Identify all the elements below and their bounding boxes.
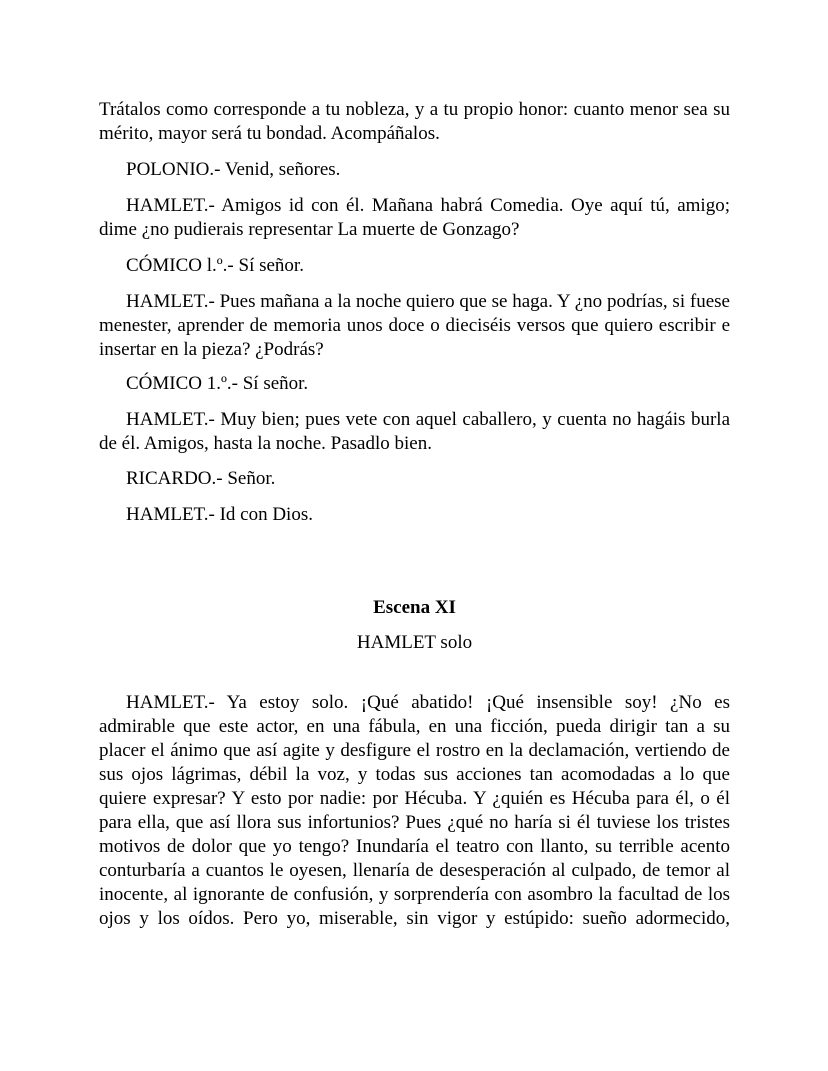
scene-title: Escena XI bbox=[373, 597, 456, 618]
monologue-paragraph: HAMLET.- Ya estoy solo. ¡Qué abatido! ¡Qué insensible soy! ¿No es admirable que este actor, en una fábula, en una ficción, pueda dirigir tan a su placer el ánimo que así agite y desfigure el rostro en la declamación, vertiendo de sus ojos lágrimas, débil la voz, y todas sus acciones tan acomodadas a lo que quiere expresar? Y esto por nadie: por Hécuba. Y ¿quién es Hécuba para él, o él para ella, que así llora sus infortunios? Pues ¿qué no haría si él tuviese los tristes motivos de dolor que yo tengo? Inundaría el teatro con llanto, su terrible acento conturbaría a cuantos le oyesen, llenaría de desesperación al culpado, de temor al inocente, al ignorante de confusión, y sorprendería con asombro la facultad de los ojos y los oídos. Pero yo, miserable, sin vigor y estúpido: sueño adormecido, bbox=[99, 692, 730, 929]
line-comico-2: CÓMICO 1.º.- Sí señor. bbox=[126, 373, 309, 394]
scene-subtitle: HAMLET solo bbox=[356, 632, 473, 653]
line-comico-1: CÓMICO l.º.- Sí señor. bbox=[126, 255, 304, 276]
line-hamlet-4: HAMLET.- Id con Dios. bbox=[126, 504, 313, 525]
line-hamlet-2: HAMLET.- Pues mañana a la noche quiero que se haga. Y ¿no podrías, si fuese menester, aprender de memoria unos doce o dieciséis versos que quiero escribir e insertar en la pieza? ¿Podrás? bbox=[99, 291, 730, 360]
line-hamlet-3: HAMLET.- Muy bien; pues vete con aquel caballero, y cuenta no hagáis burla de él. Amigos, hasta la noche. Pasadlo bien. bbox=[99, 409, 730, 454]
line-polonio: POLONIO.- Venid, señores. bbox=[126, 159, 341, 180]
paragraph-continuation: Trátalos como corresponde a tu nobleza, y a tu propio honor: cuanto menor sea su mérito, mayor será tu bondad. Acompáñalos. bbox=[99, 99, 730, 144]
line-hamlet-1: HAMLET.- Amigos id con él. Mañana habrá Comedia. Oye aquí tú, amigo; dime ¿no pudierais representar La muerte de Gonzago? bbox=[99, 195, 730, 240]
line-ricardo: RICARDO.- Señor. bbox=[126, 468, 276, 489]
